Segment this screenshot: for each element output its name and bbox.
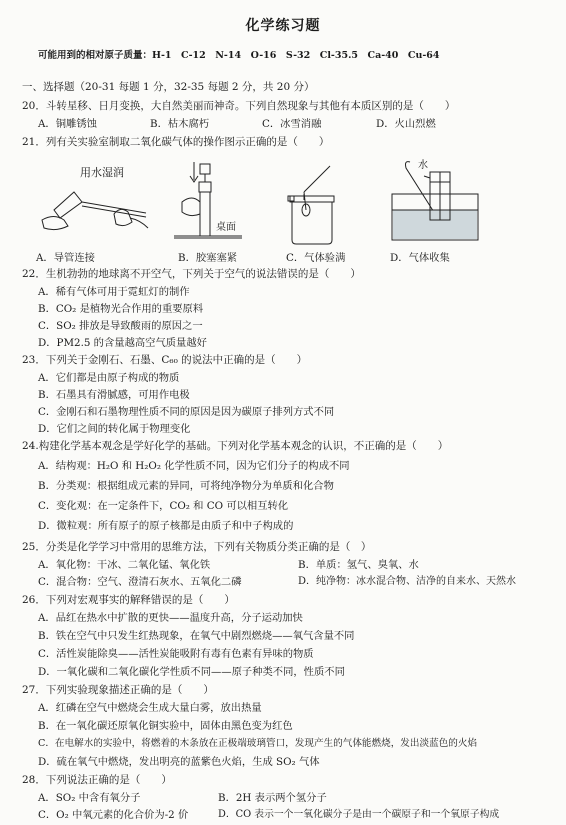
question-24-option-b: B．分类观：根据组成元素的异同，可将纯净物分为单质和化合物	[38, 480, 334, 492]
figure-a-tube-connection	[34, 158, 154, 270]
label-wet-with-water: 用水湿润	[80, 166, 124, 179]
question-28-option-d: D．CO 表示一个一氧化碳分子是由一个碳原子和一个氧原子构成	[218, 809, 500, 820]
question-22-stem: 22．生机勃勃的地球离不开空气，下列关于空气的说法错误的是（ ）	[22, 268, 361, 280]
question-27-stem: 27．下列实验现象描述正确的是（ ）	[22, 684, 214, 696]
question-24-option-a: A．结构观：H₂O 和 H₂O₂ 化学性质不同，因为它们分子的构成不同	[38, 460, 350, 472]
question-21-stem: 21．列有关实验室制取二氧化碳气体的操作图示正确的是（ ）	[22, 136, 330, 148]
question-25-option-a: A．氧化物：干冰、二氧化锰、氧化铁	[38, 559, 211, 571]
label-water: 水	[418, 160, 428, 171]
gas-test-drawing	[284, 158, 394, 248]
figure-a-caption: A．导管连接	[36, 252, 95, 264]
question-26-stem: 26．下列对宏观事实的解释错误的是（ ）	[22, 594, 235, 606]
figure-b-stopper	[172, 158, 292, 270]
atomic-masses: 可能用到的相对原子质量：H-1 C-12 N-14 O-16 S-32 Cl-35.5 Ca-40 Cu-64	[38, 50, 440, 61]
figure-b-caption: B．胶塞塞紧	[178, 252, 238, 264]
question-20-option-a: A．铜雕锈蚀	[38, 118, 97, 130]
label-table: 桌面	[216, 222, 236, 233]
question-20-stem: 20．斗转星移、日月变换，大自然美丽而神奇。下列自然现象与其他有本质区别的是（ ）	[22, 100, 456, 112]
question-25-stem: 25．分类是化学学习中常用的思维方法，下列有关物质分类正确的是（ ）	[22, 541, 372, 553]
question-25-option-b: B．单质：氢气、臭氧、水	[298, 559, 419, 571]
question-22-option-a: A．稀有气体可用于霓虹灯的制作	[38, 286, 190, 298]
question-21-figures	[34, 158, 544, 270]
question-23-option-d: D．它们之间的转化属于物理变化	[38, 423, 191, 435]
gas-collection-drawing	[384, 158, 544, 248]
figure-d-gas-collection	[384, 158, 544, 270]
question-23-option-b: B．石墨具有滑腻感，可用作电极	[38, 389, 190, 401]
question-28-option-a: A．SO₂ 中含有氧分子	[38, 792, 141, 804]
question-26-option-b: B．铁在空气中只发生红热现象，在氧气中剧烈燃烧——氧气含量不同	[38, 630, 355, 642]
figure-c-caption: C．气体验满	[286, 252, 346, 264]
question-27-option-b: B．在一氧化碳还原氧化铜实验中，固体由黑色变为红色	[38, 720, 293, 732]
question-25-option-d: D．纯净物：冰水混合物、洁净的自来水、天然水	[298, 576, 517, 587]
question-26-option-a: A．品红在热水中扩散的更快——温度升高，分子运动加快	[38, 612, 303, 624]
question-23-option-a: A．它们都是由原子构成的物质	[38, 372, 180, 384]
question-20-option-b: B．枯木腐朽	[150, 118, 210, 130]
question-28-option-c: C．O₂ 中氧元素的化合价为-2 价	[38, 809, 189, 821]
question-28-stem: 28．下列说法正确的是（ ）	[22, 774, 172, 786]
question-27-option-a: A．红磷在空气中燃烧会生成大量白雾，放出热量	[38, 702, 262, 714]
question-27-option-d: D．硫在氧气中燃烧，发出明亮的蓝紫色火焰，生成 SO₂ 气体	[38, 756, 320, 768]
question-27-option-c: C．在电解水的实验中，将燃着的木条放在正极端玻璃管口，发现产生的气体能燃烧，发出淡蓝色的火焰	[38, 738, 478, 749]
question-23-stem: 23．下列关于金刚石、石墨、C₆₀ 的说法中正确的是（ ）	[22, 354, 308, 366]
question-22-option-d: D．PM2.5 的含量越高空气质量越好	[38, 337, 207, 349]
question-24-option-d: D．微粒观：所有原子的原子核都是由质子和中子构成的	[38, 520, 294, 532]
question-25-option-c: C．混合物：空气、澄清石灰水、五氧化二磷	[38, 576, 242, 588]
figure-c-gas-test	[284, 158, 394, 270]
question-20-option-c: C．冰雪消融	[262, 118, 322, 130]
page-title: 化学练习题	[245, 18, 321, 34]
question-20-option-d: D．火山烈燃	[376, 118, 436, 130]
question-26-option-d: D．一氧化碳和二氧化碳化学性质不同——原子种类不同，性质不同	[38, 666, 345, 678]
section-heading: 一、选择题（20-31 每题 1 分，32-35 每题 2 分，共 20 分）	[22, 81, 315, 93]
question-23-option-c: C．金刚石和石墨物理性质不同的原因是因为碳原子排列方式不同	[38, 406, 335, 418]
question-24-option-c: C．变化观：在一定条件下，CO₂ 和 CO 可以相互转化	[38, 500, 289, 512]
question-28-option-b: B．2H 表示两个氢分子	[218, 792, 327, 804]
figure-d-caption: D．气体收集	[390, 252, 450, 264]
question-22-option-b: B．CO₂ 是植物光合作用的重要原料	[38, 303, 204, 315]
question-26-option-c: C．活性炭能除臭——活性炭能吸附有毒有色素有异味的物质	[38, 648, 314, 660]
question-24-stem: 24.构建化学基本观念是学好化学的基础。下列对化学基本观念的认识，不正确的是（ ）	[22, 440, 449, 452]
question-22-option-c: C．SO₂ 排放是导致酸雨的原因之一	[38, 320, 203, 332]
